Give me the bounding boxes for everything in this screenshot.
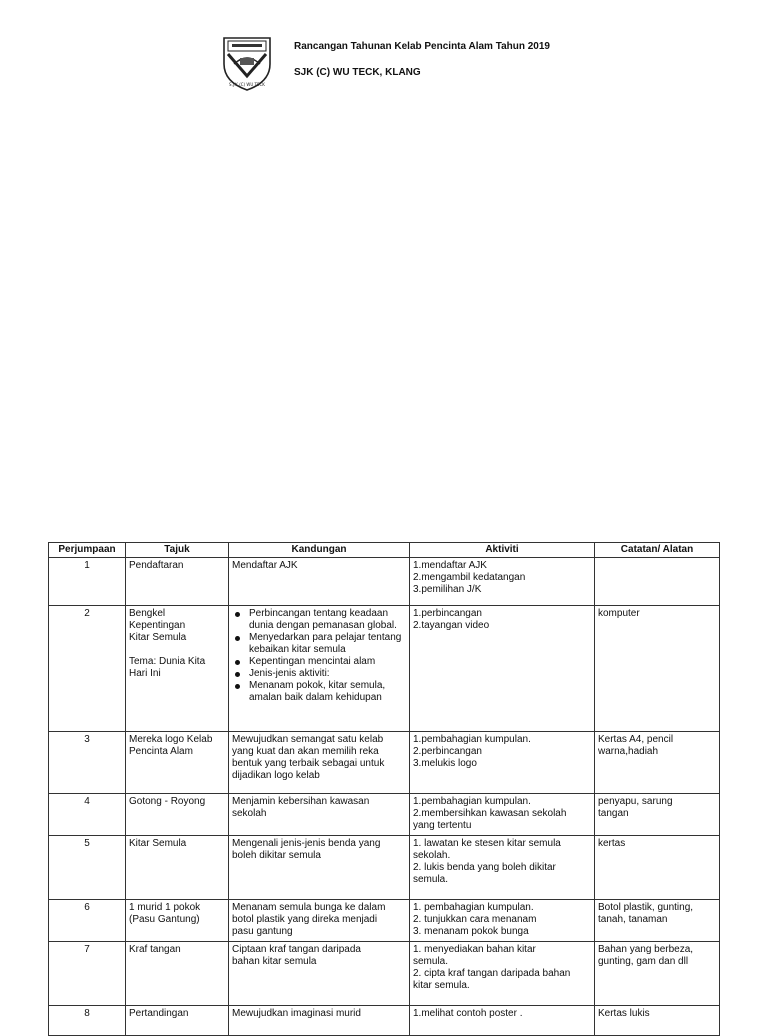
cell-text-line: Ciptaan kraf tangan daripada: [232, 944, 361, 955]
cell-kandungan: [229, 732, 410, 794]
cell-kandungan: [229, 900, 410, 942]
table-row: [49, 732, 720, 794]
cell-text-line: yang kuat dan akan memilih reka: [232, 746, 379, 757]
table-header-row: [49, 543, 720, 558]
cell-text-line: semula.: [413, 956, 449, 967]
cell-text-line: Kertas A4, pencil: [598, 734, 674, 745]
cell-text-line: Mendaftar AJK: [232, 560, 298, 571]
cell-text-line: 1.perbincangan: [413, 608, 482, 619]
cell-tajuk: [126, 732, 229, 794]
cell-perjumpaan: 4: [49, 794, 126, 836]
cell-text-line: kitar semula.: [413, 980, 470, 991]
school-crest-icon: [218, 34, 276, 92]
cell-text-line: Pendaftaran: [129, 560, 184, 571]
bullet-item: Menanam pokok, kitar semula, amalan baik dalam kehidupan: [232, 680, 406, 704]
cell-text-line: 1.mendaftar AJK: [413, 560, 487, 571]
cell-text-line: 3. menanam pokok bunga: [413, 926, 529, 937]
cell-text-line: Kertas lukis: [598, 1008, 650, 1019]
cell-text-line: sekolah.: [413, 850, 451, 861]
bullet-list: [232, 608, 406, 704]
cell-aktiviti: [410, 1006, 595, 1036]
table-body: [49, 558, 720, 1036]
cell-catatan: [595, 1006, 720, 1036]
cell-perjumpaan: 5: [49, 836, 126, 900]
cell-text-line: bentuk yang terbaik sebagai untuk: [232, 758, 385, 769]
cell-text-line: 2. tunjukkan cara menanam: [413, 914, 537, 925]
cell-catatan: [595, 836, 720, 900]
cell-tajuk: [126, 836, 229, 900]
cell-text-line: Botol plastik, gunting,: [598, 902, 694, 913]
cell-tajuk: [126, 900, 229, 942]
cell-text-line: botol plastik yang direka menjadi: [232, 914, 378, 925]
title-block: [294, 40, 550, 80]
cell-text-line: tangan: [598, 808, 629, 819]
school-name: SJK (C) WU TECK, KLANG: [294, 67, 421, 78]
cell-text-line: kertas: [598, 838, 626, 849]
cell-text-line: semula.: [413, 874, 449, 885]
cell-text-line: komputer: [598, 608, 640, 619]
cell-text-line: 1. pembahagian kumpulan.: [413, 902, 534, 913]
blank-line: [129, 644, 225, 656]
cell-kandungan: [229, 942, 410, 1006]
cell-text-line: warna,hadiah: [598, 746, 659, 757]
column-header-catatan: Catatan/ Alatan: [595, 543, 720, 558]
cell-text-line: 2. cipta kraf tangan daripada bahan: [413, 968, 571, 979]
cell-text-line: Tema: Dunia Kita: [129, 656, 206, 667]
cell-catatan: [595, 900, 720, 942]
column-header-kandungan: Kandungan: [229, 543, 410, 558]
table-row: [49, 836, 720, 900]
cell-catatan: [595, 794, 720, 836]
cell-text-line: 3.pemilihan J/K: [413, 584, 482, 595]
cell-perjumpaan: 1: [49, 558, 126, 606]
cell-text-line: Menjamin kebersihan kawasan: [232, 796, 370, 807]
cell-text-line: Kepentingan: [129, 620, 186, 631]
cell-aktiviti: [410, 836, 595, 900]
bullet-item: Jenis-jenis aktiviti:: [232, 668, 406, 680]
column-header-aktiviti: Aktiviti: [410, 543, 595, 558]
cell-text-line: Mereka logo Kelab: [129, 734, 213, 745]
cell-aktiviti: [410, 794, 595, 836]
document-title: Rancangan Tahunan Kelab Pencinta Alam Tahun 2019: [294, 41, 550, 52]
cell-text-line: Kitar Semula: [129, 632, 187, 643]
cell-text-line: Kitar Semula: [129, 838, 187, 849]
cell-text-line: 2.tayangan video: [413, 620, 490, 631]
cell-text-line: Pertandingan: [129, 1008, 189, 1019]
cell-text-line: tanah, tanaman: [598, 914, 668, 925]
cell-text-line: 1. lawatan ke stesen kitar semula: [413, 838, 561, 849]
cell-aktiviti: [410, 942, 595, 1006]
table-row: [49, 558, 720, 606]
cell-tajuk: [126, 1006, 229, 1036]
cell-text-line: 2.mengambil kedatangan: [413, 572, 526, 583]
table-row: [49, 606, 720, 732]
cell-text-line: pasu gantung: [232, 926, 293, 937]
cell-kandungan: [229, 794, 410, 836]
cell-kandungan: [229, 1006, 410, 1036]
cell-catatan: [595, 558, 720, 606]
cell-tajuk: [126, 942, 229, 1006]
cell-text-line: 2.perbincangan: [413, 746, 482, 757]
bullet-item: Kepentingan mencintai alam: [232, 656, 406, 668]
table-row: [49, 900, 720, 942]
cell-perjumpaan: 8: [49, 1006, 126, 1036]
cell-text-line: Mengenali jenis-jenis benda yang: [232, 838, 381, 849]
cell-text-line: Mewujudkan semangat satu kelab: [232, 734, 384, 745]
cell-kandungan: [229, 558, 410, 606]
cell-perjumpaan: 2: [49, 606, 126, 732]
cell-tajuk: [126, 606, 229, 732]
cell-catatan: [595, 732, 720, 794]
column-header-perjumpaan: Perjumpaan: [49, 543, 126, 558]
table-row: [49, 942, 720, 1006]
cell-catatan: [595, 606, 720, 732]
cell-aktiviti: [410, 900, 595, 942]
crest-lettering: S.J.K.(C) WU TECK: [229, 82, 265, 87]
cell-aktiviti: [410, 732, 595, 794]
cell-text-line: 1.pembahagian kumpulan.: [413, 796, 531, 807]
cell-text-line: yang tertentu: [413, 820, 472, 831]
cell-text-line: Menanam semula bunga ke dalam: [232, 902, 386, 913]
cell-text-line: 1.melihat contoh poster .: [413, 1008, 523, 1019]
cell-text-line: Bengkel: [129, 608, 166, 619]
cell-text-line: 1.pembahagian kumpulan.: [413, 734, 531, 745]
cell-text-line: 3.melukis logo: [413, 758, 477, 769]
cell-text-line: bahan kitar semula: [232, 956, 317, 967]
annual-plan-table: [48, 542, 720, 1036]
column-header-tajuk: Tajuk: [126, 543, 229, 558]
cell-text-line: Hari Ini: [129, 668, 161, 679]
cell-perjumpaan: 6: [49, 900, 126, 942]
cell-text-line: 2.membersihkan kawasan sekolah: [413, 808, 567, 819]
table-row: [49, 1006, 720, 1036]
bullet-item: Menyedarkan para pelajar tentang kebaikan kitar semula: [232, 632, 406, 656]
cell-perjumpaan: 3: [49, 732, 126, 794]
table-row: [49, 794, 720, 836]
cell-text-line: Gotong - Royong: [129, 796, 206, 807]
cell-text-line: gunting, gam dan dll: [598, 956, 689, 967]
cell-kandungan: [229, 606, 410, 732]
cell-catatan: [595, 942, 720, 1006]
cell-text-line: 1 murid 1 pokok: [129, 902, 201, 913]
cell-text-line: Mewujudkan imaginasi murid: [232, 1008, 361, 1019]
cell-text-line: 1. menyediakan bahan kitar: [413, 944, 536, 955]
cell-aktiviti: [410, 558, 595, 606]
cell-tajuk: [126, 558, 229, 606]
bullet-item: Perbincangan tentang keadaan dunia dengan pemanasan global.: [232, 608, 406, 632]
cell-text-line: Pencinta Alam: [129, 746, 193, 757]
cell-text-line: sekolah: [232, 808, 267, 819]
cell-tajuk: [126, 794, 229, 836]
cell-aktiviti: [410, 606, 595, 732]
cell-text-line: boleh dikitar semula: [232, 850, 321, 861]
cell-text-line: (Pasu Gantung): [129, 914, 200, 925]
cell-text-line: 2. lukis benda yang boleh dikitar: [413, 862, 556, 873]
cell-text-line: dijadikan logo kelab: [232, 770, 320, 781]
cell-perjumpaan: 7: [49, 942, 126, 1006]
cell-text-line: Bahan yang berbeza,: [598, 944, 694, 955]
cell-kandungan: [229, 836, 410, 900]
document-header: [218, 34, 638, 94]
cell-text-line: penyapu, sarung: [598, 796, 673, 807]
cell-text-line: Kraf tangan: [129, 944, 181, 955]
